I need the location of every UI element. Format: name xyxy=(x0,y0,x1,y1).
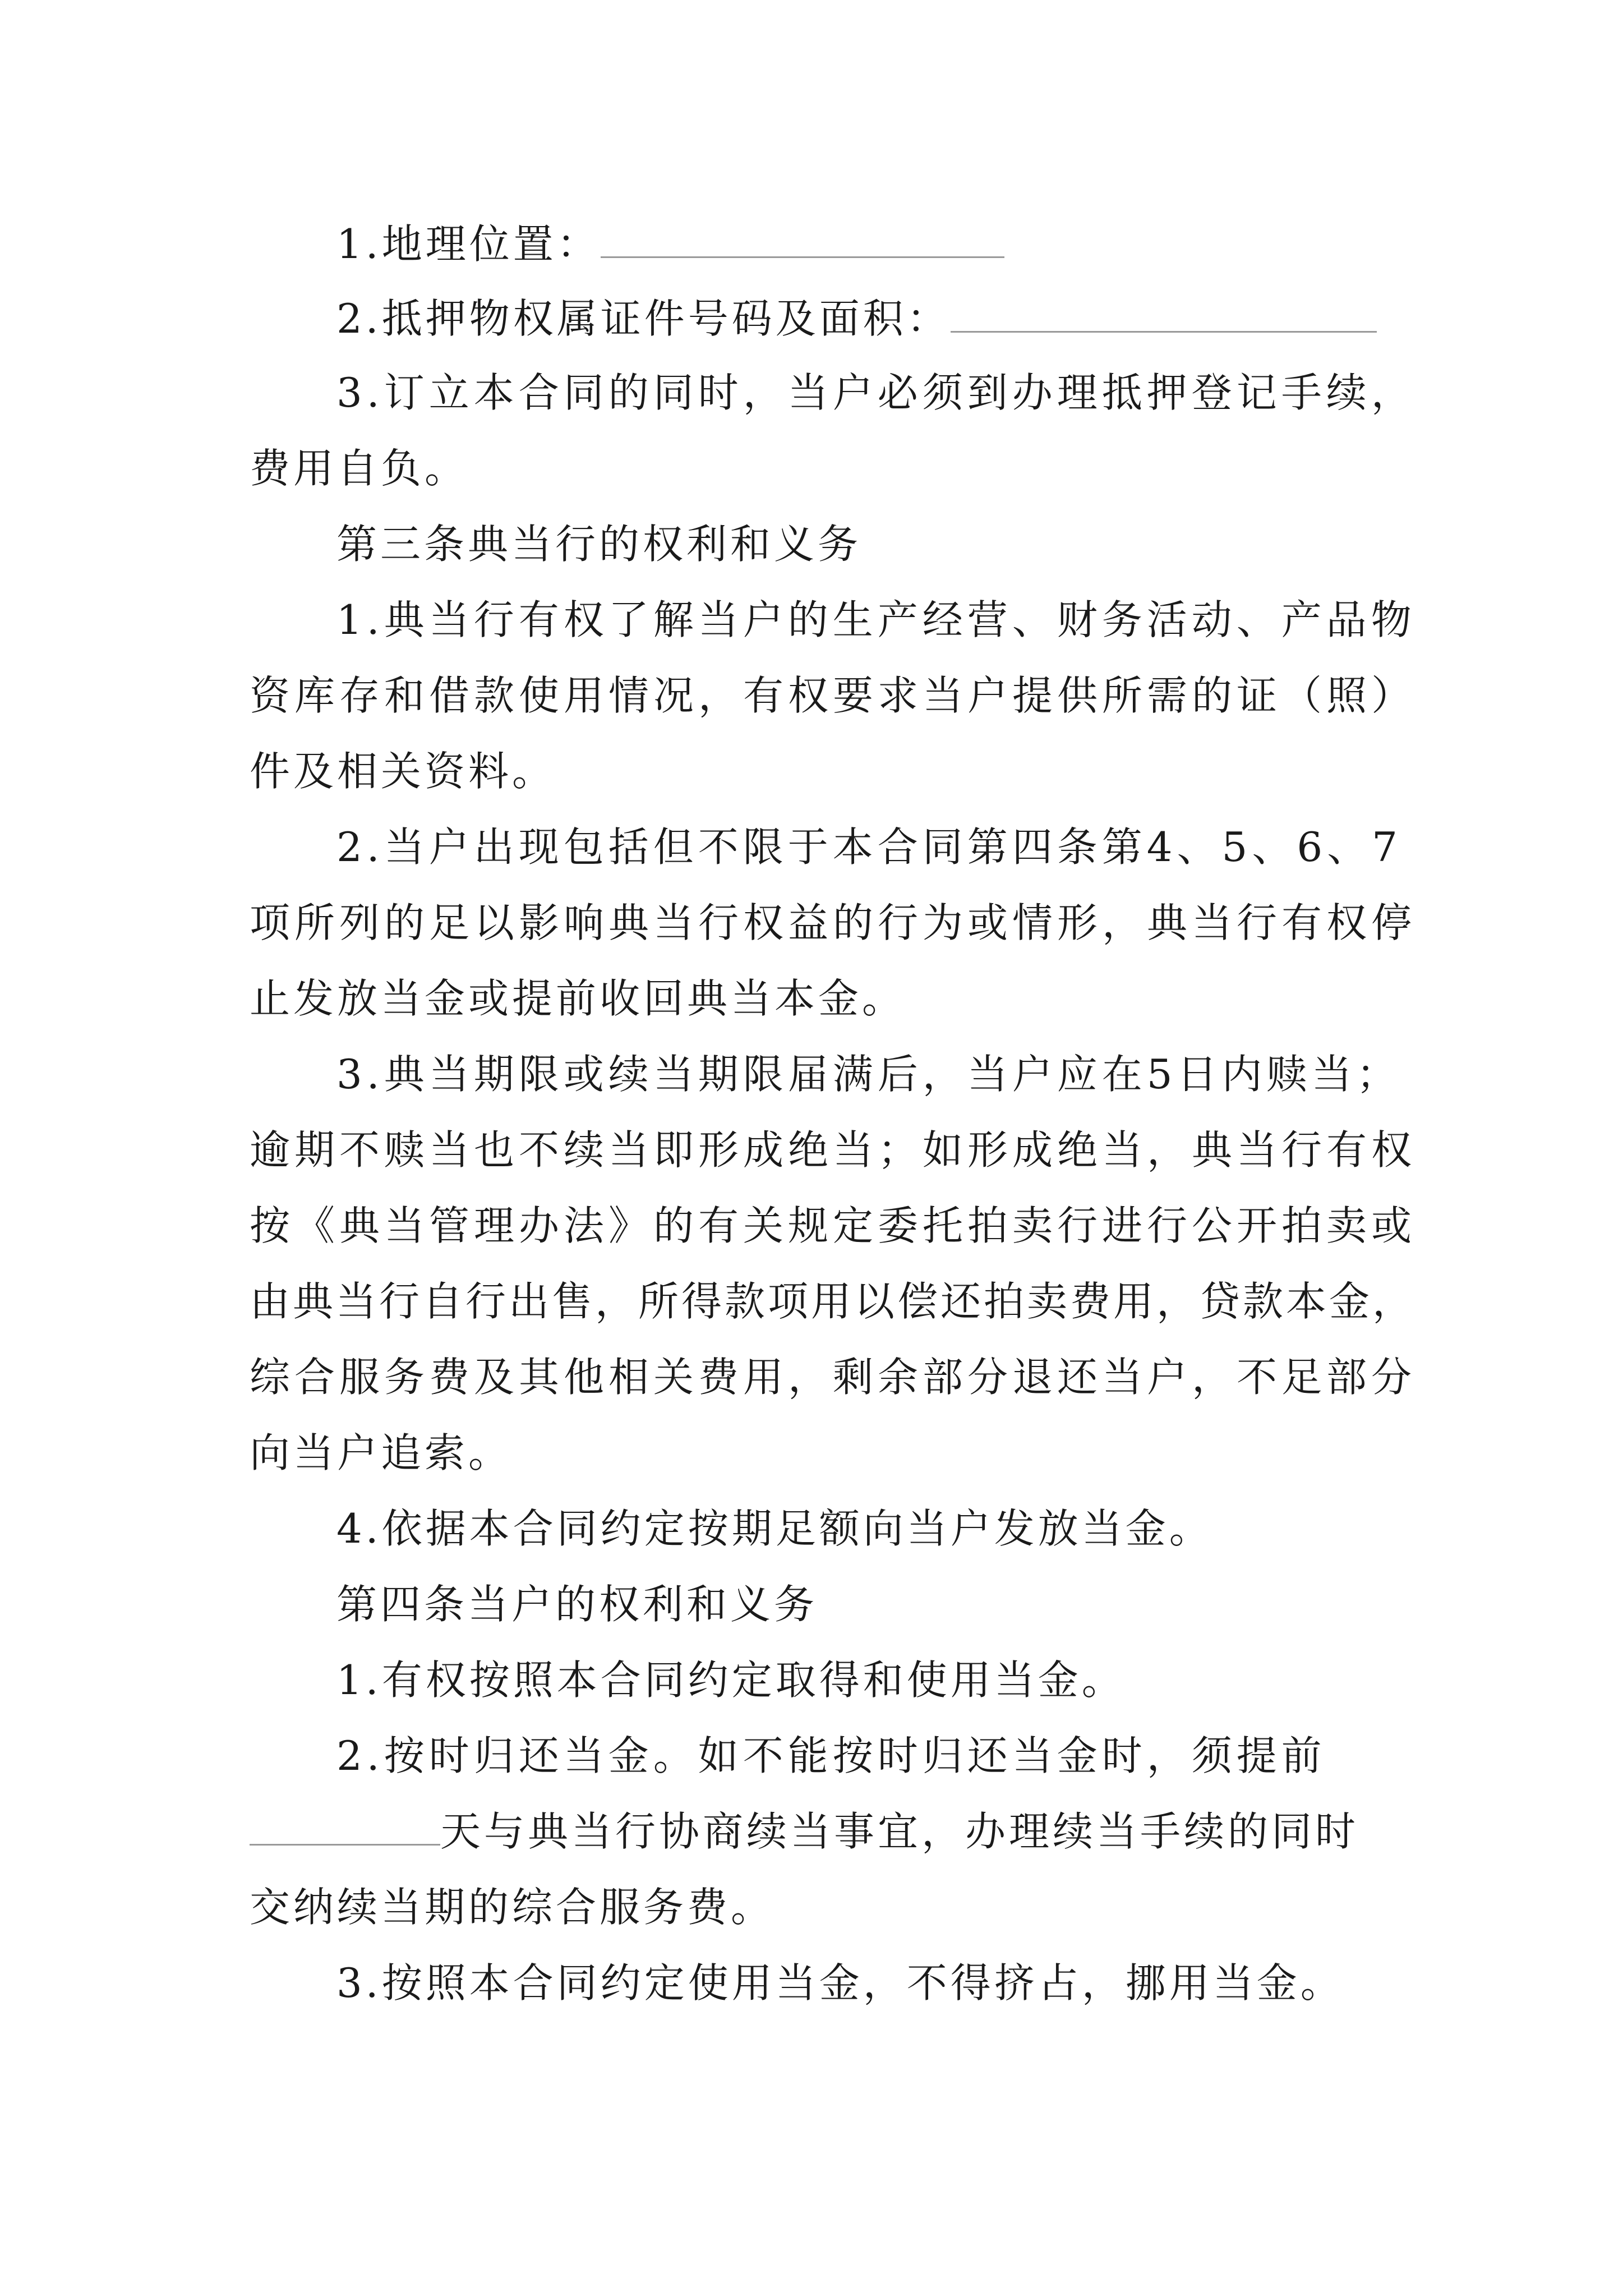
paragraph-line: 2.按时归还当金。如不能按时归还当金时，须提前 xyxy=(336,1732,1326,1779)
paragraph-line xyxy=(336,291,1377,347)
paragraph-line: 4.依据本合同约定按期足额向当户发放当金。 xyxy=(336,1505,1213,1552)
paragraph-line: 按《典当管理办法》的有关规定委托拍卖行进行公开拍卖或 xyxy=(250,1202,1417,1249)
paragraph-line: 止发放当金或提前收回典当本金。 xyxy=(250,975,906,1022)
paragraph-line: 1.典当行有权了解当户的生产经营、财务活动、产品物 xyxy=(336,596,1416,643)
paragraph-line xyxy=(250,1803,1359,1860)
fill-in-blank[interactable] xyxy=(601,216,1004,258)
section-heading: 第四条当户的权利和义务 xyxy=(336,1581,818,1628)
paragraph-line: 由典当行自行出售，所得款项用以偿还拍卖费用，贷款本金， xyxy=(250,1278,1416,1325)
section-heading: 第三条典当行的权利和义务 xyxy=(336,521,862,568)
fill-in-blank[interactable] xyxy=(250,1803,440,1846)
paragraph-line: 2.当户出现包括但不限于本合同第四条第4、5、6、7 xyxy=(336,823,1402,871)
paragraph-line: 综合服务费及其他相关费用，剩余部分退还当户，不足部分 xyxy=(250,1354,1417,1401)
paragraph-line: 资库存和借款使用情况，有权要求当户提供所需的证（照） xyxy=(250,672,1417,719)
paragraph-line: 逾期不赎当也不续当即形成绝当；如形成绝当，典当行有权 xyxy=(250,1126,1417,1174)
paragraph-line: 交纳续当期的综合服务费。 xyxy=(250,1884,775,1931)
paragraph-line: 3.典当期限或续当期限届满后，当户应在5日内赎当； xyxy=(336,1051,1401,1098)
fill-in-blank[interactable] xyxy=(951,291,1377,333)
line-text: 天与典当行协商续当事宜，办理续当手续的同时 xyxy=(440,1808,1359,1855)
line-text: 2.抵押物权属证件号码及面积： xyxy=(336,295,951,342)
paragraph-line: 费用自负。 xyxy=(250,445,469,492)
paragraph-line: 3.订立本合同的同时，当户必须到办理抵押登记手续， xyxy=(336,369,1416,416)
paragraph-line: 3.按照本合同约定使用当金，不得挤占，挪用当金。 xyxy=(336,1959,1344,2007)
paragraph-line: 向当户追索。 xyxy=(250,1429,513,1476)
paragraph-line: 1.有权按照本合同约定取得和使用当金。 xyxy=(336,1657,1126,1704)
paragraph-line: 件及相关资料。 xyxy=(250,748,556,795)
paragraph-line: 项所列的足以影响典当行权益的行为或情形，典当行有权停 xyxy=(250,899,1417,946)
paragraph-line xyxy=(336,216,1004,272)
line-text: 1.地理位置： xyxy=(336,220,601,268)
